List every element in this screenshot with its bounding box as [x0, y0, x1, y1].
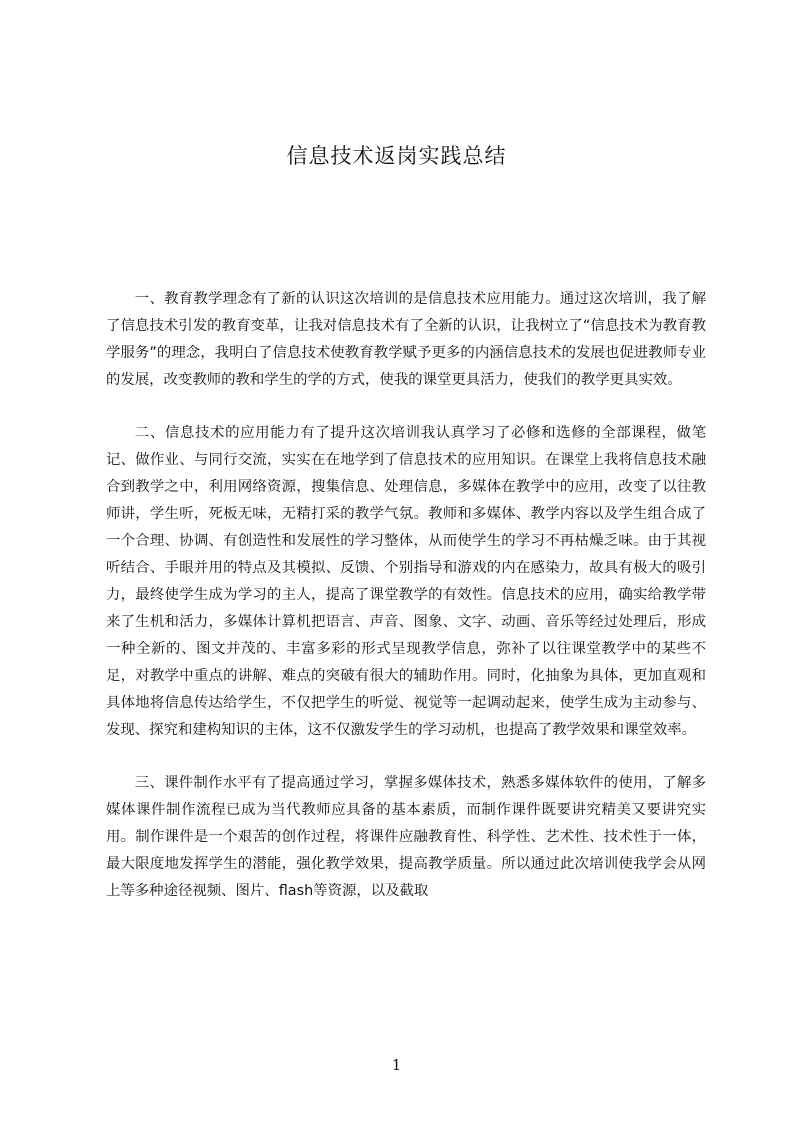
paragraph-3: 三、课件制作水平有了提高通过学习，掌握多媒体技术，熟悉多媒体软件的使用，了解多媒体课件制作流程已成为当代教师应具备的基本素质，而制作课件既要讲究精美又要讲究实用。制作课件是一个艰苦的创作过程，将课件应融教育性、科学性、艺术性、技术性于一体，最大限度地发挥学生的潜能，强化教学效果，提高教学质量。所以通过此次培训使我学会从网上等多种途径视频、图片、flash等资源，以及截取 [106, 775, 706, 899]
document-body [106, 286, 706, 931]
document-title: 信息技术返岗实践总结 [286, 144, 507, 168]
paragraph-2: 二、信息技术的应用能力有了提升这次培训我认真学习了必修和选修的全部课程，做笔记、做作业、与同行交流，实实在在地学到了信息技术的应用知识。在课堂上我将信息技术融合到教学之中，利用网络资源，搜集信息、处理信息，多媒体在教学中的应用，改变了以往教师讲，学生听，死板无味，无精打采的教学气氛。教师和多媒体、教学内容以及学生组合成了一个合理、协调、有创造性和发展性的学习整体，从而使学生的学习不再枯燥乏味。由于其视听结合、手眼并用的特点及其模拟、反馈、个别指导和游戏的内在感染力，故具有极大的吸引力，最终使学生成为学习的主人，提高了课堂教学的有效性。信息技术的应用，确实给教学带来了生机和活力，多媒体计算机把语言、声音、图象、文字、动画、音乐等经过处理后，形成一种全新的、图文并茂的、丰富多彩的形式呈现教学信息，弥补了以往课堂教学中的某些不足，对教学中重点的讲解、难点的突破有很大的辅助作用。同时，化抽象为具体，更加直观和具体地将信息传达给学生，不仅把学生的听觉、视觉等一起调动起来，使学生成为主动参与、发现、探究和建构知识的主体，这不仅激发学生的学习动机，也提高了教学效果和课堂效率。 [106, 425, 706, 738]
page-number: 1 [391, 1056, 402, 1074]
paragraph-1: 一、教育教学理念有了新的认识这次培训的是信息技术应用能力。通过这次培训，我了解了信息技术引发的教育变革，让我对信息技术有了全新的认识，让我树立了“信息技术为教育教学服务”的理念，我明白了信息技术使教育教学赋予更多的内涵信息技术的发展也促进教师专业的发展，改变教师的教和学生的学的方式，使我的课堂更具活力，使我们的教学更具实效。 [106, 291, 706, 388]
